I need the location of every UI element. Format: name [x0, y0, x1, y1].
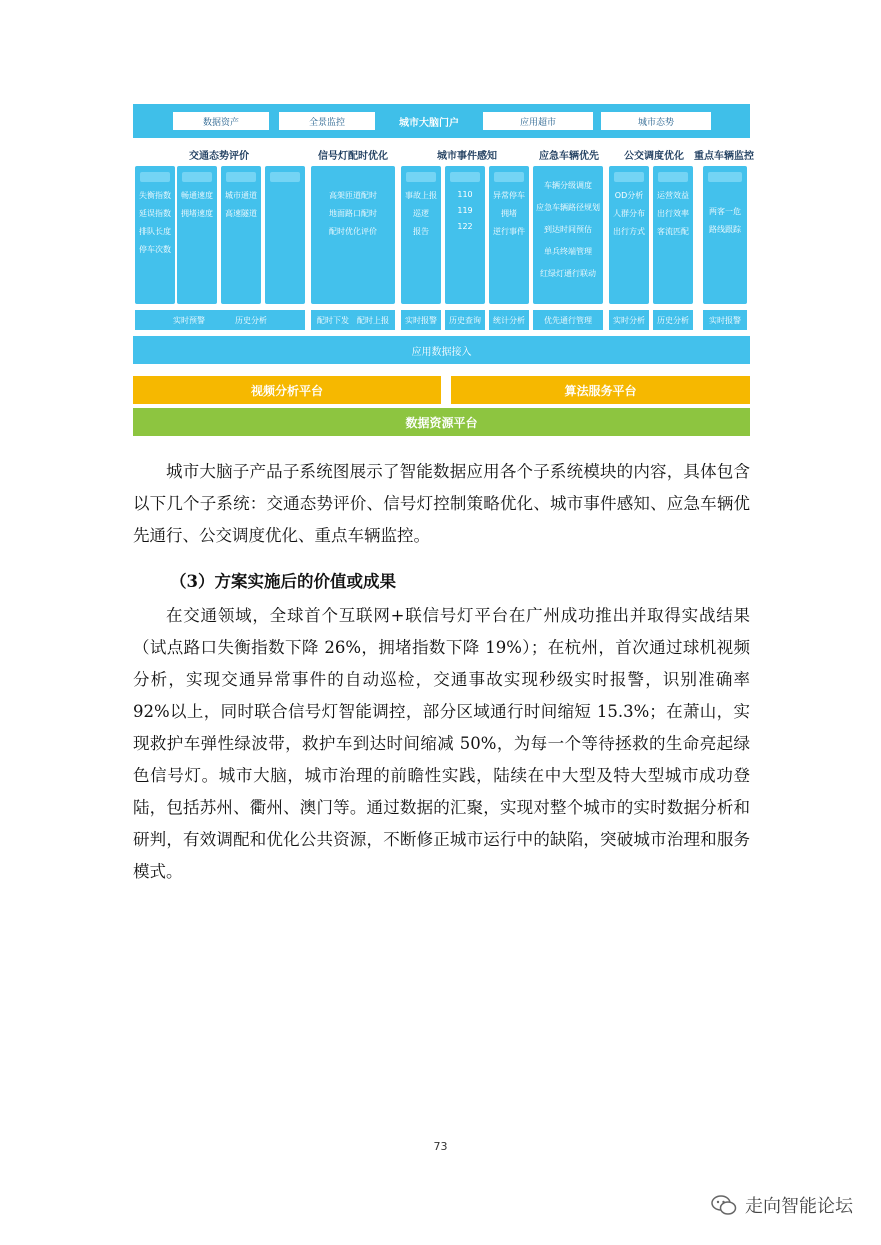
item: 110 — [457, 190, 473, 199]
item: 人群分布 — [613, 209, 645, 218]
column-hotlines — [445, 166, 485, 304]
item: 拥堵速度 — [181, 209, 213, 218]
column-chip — [658, 172, 688, 182]
column-speed — [177, 166, 217, 304]
bottom-label: 实时分析 — [609, 310, 649, 330]
section-heading: （3）方案实施后的价值或成果 — [170, 572, 396, 591]
item: 排队长度 — [139, 227, 171, 236]
column-emergency — [533, 166, 603, 304]
watermark-text: 走向智能论坛 — [745, 1196, 853, 1217]
item: 报告 — [413, 227, 429, 236]
module-event-perception: 城市事件感知 — [437, 150, 497, 162]
bottom-label: 实时报警 — [401, 310, 441, 330]
video-platform: 视频分析平台 — [133, 376, 441, 404]
item: 122 — [457, 222, 473, 231]
column-chip — [226, 172, 256, 182]
column-chip — [708, 172, 742, 182]
item: 客流匹配 — [657, 227, 689, 236]
item: 延误指数 — [139, 209, 171, 218]
tab-data-assets: 数据资产 — [173, 112, 269, 130]
page-number: 73 — [433, 1140, 448, 1153]
bottom-label: 实时报警 — [703, 310, 747, 330]
bottom-label: 历史分析 — [653, 310, 693, 330]
item: 城市通道 — [225, 191, 257, 200]
column-channels — [221, 166, 261, 304]
item: 红绿灯通行联动 — [540, 269, 596, 278]
item: 应急车辆路径规划 — [536, 203, 600, 212]
module-vehicle-monitoring: 重点车辆监控 — [694, 150, 754, 162]
bottom-label: 统计分析 — [489, 310, 529, 330]
item: 运营效益 — [657, 191, 689, 200]
algorithm-platform: 算法服务平台 — [451, 376, 750, 404]
label: 配时上报 — [357, 315, 389, 325]
item: OD分析 — [614, 191, 644, 200]
item: 路线跟踪 — [709, 225, 741, 234]
item: 事故上报 — [405, 191, 437, 200]
column-chip — [140, 172, 170, 182]
bottom-label-group — [135, 310, 305, 330]
column-chip — [406, 172, 436, 182]
column-empty — [265, 166, 305, 304]
item: 停车次数 — [139, 245, 171, 254]
data-platform: 数据资源平台 — [133, 408, 750, 436]
access-layer: 应用数据接入 — [133, 336, 750, 364]
label: 历史分析 — [235, 315, 267, 325]
column-key-vehicles — [703, 166, 747, 304]
portal-title: 城市大脑门户 — [399, 117, 459, 129]
item: 119 — [457, 206, 473, 215]
column-incident-report — [401, 166, 441, 304]
subsystem-diagram — [133, 104, 754, 438]
column-abnormal-events — [489, 166, 529, 304]
item: 出行效率 — [657, 209, 689, 218]
wechat-icon — [711, 1194, 737, 1216]
bottom-label: 历史查询 — [445, 310, 485, 330]
item: 配时优化评价 — [329, 227, 377, 236]
item: 高架匝道配时 — [329, 191, 377, 200]
column-od — [609, 166, 649, 304]
item: 逆行事件 — [493, 227, 525, 236]
column-operations — [653, 166, 693, 304]
bottom-label-group — [311, 310, 395, 330]
module-bus-dispatch: 公交调度优化 — [624, 150, 684, 162]
column-signal-timing — [311, 166, 395, 304]
item: 单兵终端管理 — [544, 247, 592, 256]
item: 地面路口配时 — [329, 209, 377, 218]
item: 两客一危 — [709, 207, 741, 216]
column-imbalance — [135, 166, 175, 304]
column-chip — [614, 172, 644, 182]
tab-panoramic-monitoring: 全景监控 — [279, 112, 375, 130]
item: 异常停车 — [493, 191, 525, 200]
item: 车辆分级调度 — [544, 181, 592, 190]
item: 高速隧道 — [225, 209, 257, 218]
portal-bar — [133, 104, 750, 138]
item: 出行方式 — [613, 227, 645, 236]
paragraph-intro: 城市大脑子产品子系统图展示了智能数据应用各个子系统模块的内容，具体包含以下几个子系统：交通态势评价、信号灯控制策略优化、城市事件感知、应急车辆优先通行、公交调度优化、重点车辆监控。 — [133, 462, 750, 545]
tab-app-market: 应用超市 — [483, 112, 593, 130]
module-emergency-priority: 应急车辆优先 — [539, 150, 599, 162]
item: 巡逻 — [413, 209, 429, 218]
label: 配时下发 — [317, 315, 349, 325]
column-chip — [182, 172, 212, 182]
item: 畅通速度 — [181, 191, 213, 200]
bottom-label: 优先通行管理 — [533, 310, 603, 330]
item: 到达时间预估 — [544, 225, 592, 234]
module-signal-optimization: 信号灯配时优化 — [318, 150, 388, 162]
tab-city-situation: 城市态势 — [601, 112, 711, 130]
label: 实时预警 — [173, 315, 205, 325]
paragraph-results: 在交通领域，全球首个互联网+联信号灯平台在广州成功推出并取得实战结果（试点路口失衡指数下降 26%，拥堵指数下降 19%）；在杭州，首次通过球机视频分析，实现交通异常事件的自动巡检，交通事故实现秒级实时报警，识别准确率 92%以上，同时联合信号灯智能调控，部分区域通行时间缩短 15.3%；在萧山，实现救护车弹性绿波带，救护车到达时间缩减 50%，为每一个等待拯救的生命亮起绿色信号灯。城市大脑，城市治理的前瞻性实践，陆续在中大型及特大型城市成功登陆，包括苏州、衢州、澳门等。通过数据的汇聚，实现对整个城市的实时数据分析和研判，有效调配和优化公共资源，不断修正城市运行中的缺陷，突破城市治理和服务模式。 — [133, 606, 750, 881]
item: 拥堵 — [501, 209, 517, 218]
column-chip — [494, 172, 524, 182]
column-chip — [270, 172, 300, 182]
watermark — [711, 1192, 853, 1218]
item: 失衡指数 — [139, 191, 171, 200]
module-traffic-evaluation: 交通态势评价 — [189, 150, 249, 162]
column-chip — [450, 172, 480, 182]
